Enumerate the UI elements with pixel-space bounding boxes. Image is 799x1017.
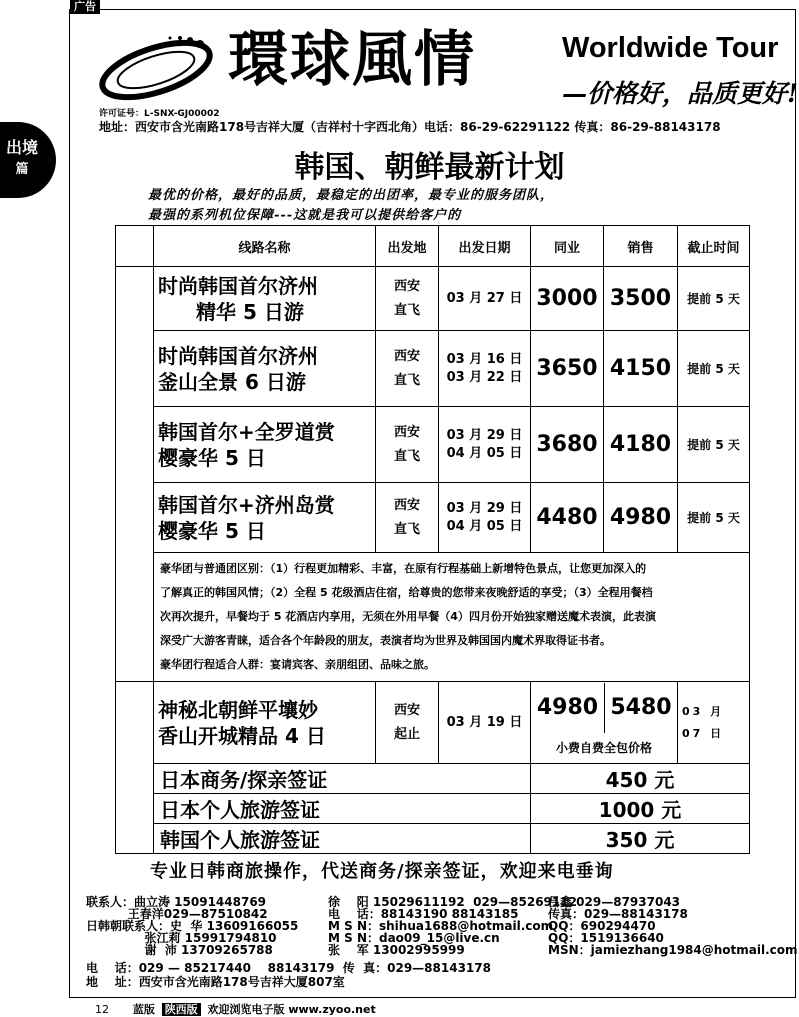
retail-price: 4180 [604,407,678,483]
column-header: 出发地 [376,226,439,267]
edition-logo: 陕西版 [162,1003,201,1016]
departure-date: 03 月 29 日 04 月 05 日 [439,483,531,553]
contact-column-1: 联系人：曲立涛 15091448769 王春洋029—87510842 日韩朝联系人：史 华 13609166055 张江莉 15991794810 谢 沛 13709265788 [86,895,299,957]
column-header: 销售 [604,226,678,267]
note-row [116,553,750,682]
route-name: 韩国首尔+全罗道赏 樱豪华 5 日 [154,407,376,483]
departure-date: 03 月 19 日 [439,682,531,764]
ad-tag: 广告 [70,0,100,14]
deadline: 提前 5 天 [678,407,750,483]
luxury-tour-note: 豪华团与普通团区别：（1）行程更加精彩、丰富，在原有行程基础上新增特色景点，让您更加深入的 了解真正的韩国风情；（2）全程 5 花级酒店住宿，给尊贵的您带来夜晚舒适的享受；（3）全程用餐档 次再次提升，早餐均于 5 花酒店内享用，无须在外用早餐（4）四月份开始独家赠送魔术表演，此表演 深受广大游客青睐，适合各个年龄段的朋友，表演者均为世界及韩国国内魔术界取得证书者。 豪华团行程适合人群：宴请宾客、亲朋组团、品味之旅。 [154,553,750,682]
deadline: 提前 5 天 [678,267,750,331]
peer-price: 4980 [531,683,605,733]
subtitle-line-1: 最优的价格，最好的品质，最稳定的出团率，最专业的服务团队， [148,188,555,203]
column-header: 截止时间 [678,226,750,267]
peer-price: 3680 [531,407,604,483]
departure-city: 西安 直飞 [376,407,439,483]
visa-price: 450 元 [531,764,750,794]
slogan: —价格好，品质更好! [562,79,798,108]
peer-price: 3650 [531,331,604,407]
departure-date: 03 月 29 日 04 月 05 日 [439,407,531,483]
visa-row [116,764,750,794]
visa-price: 1000 元 [531,794,750,824]
contact-phone: 电 话：029 — 85217440 88143179 传 真：029—88143178 [86,961,491,975]
departure-date: 03 月 16 日 03 月 22 日 [439,331,531,407]
peer-price: 3000 [531,267,604,331]
retail-price: 4980 [604,483,678,553]
deadline: 提前 5 天 [678,483,750,553]
tagline: 专业日韩商旅操作，代送商务/探亲签证，欢迎来电垂询 [150,861,614,882]
route-name: 时尚韩国首尔济州 釜山全景 6 日游 [154,331,376,407]
contact-address: 地 址：西安市含光南路178号吉祥大厦807室 [86,975,345,989]
deadline: 03 月 07 日 [678,682,750,764]
table-row [116,331,750,407]
departure-date: 03 月 27 日 [439,267,531,331]
retail-price: 3500 [604,267,678,331]
column-header: 出发日期 [439,226,531,267]
departure-city: 西安 直飞 [376,267,439,331]
section-tab-line1: 出境 [5,138,38,157]
globe-logo-icon [96,30,216,106]
table-row [116,267,750,331]
table-header-row [116,226,750,267]
peer-price: 4480 [531,483,604,553]
departure-city: 西安 直飞 [376,483,439,553]
contact-column-2: 徐 阳 15029611192 029—85269112 电 话：88143190 88143185 M S N：shihua1688@hotmail.com M S N：dao09_15@live.cn 张 军 13002995999 [328,895,577,957]
route-name: 神秘北朝鲜平壤妙 香山开城精品 4 日 [154,682,376,764]
edition-label: 蓝版 [132,1003,155,1016]
retail-price: 4150 [604,331,678,407]
price-note: 小费自费全包价格 [555,740,652,755]
contact-column-3: 吕鑫 029—87937043 传真：029—88143178 QQ：690294470 QQ：1519136640 MSN：jamiezhang1984@hotmail.com [548,895,798,957]
departure-city: 西安 起止 [376,682,439,764]
column-header: 同业 [531,226,604,267]
brand-name-cn: 環球風情 [228,25,476,95]
subtitle-line-2: 最强的系列机位保障---这就是我可以提供给客户的 [148,208,462,223]
deadline: 提前 5 天 [678,331,750,407]
visa-name: 韩国个人旅游签证 [154,824,531,854]
visa-price: 350 元 [531,824,750,854]
section-tab-line2: 篇 [15,162,29,177]
tour-price-table [115,225,750,854]
price-cell [531,682,678,764]
visa-row [116,794,750,824]
table-row [116,407,750,483]
table-row [116,483,750,553]
website-link[interactable]: 欢迎浏览电子版 www.zyoo.net [207,1003,376,1016]
route-name: 韩国首尔+济州岛赏 樱豪华 5 日 [154,483,376,553]
departure-city: 西安 直飞 [376,331,439,407]
page-number: 12 [95,1003,109,1016]
page-footer [95,1001,376,1017]
license-number: 许可证号：L-SNX-GJ00002 [99,109,220,119]
visa-name: 日本商务/探亲签证 [154,764,531,794]
column-header: 线路名称 [154,226,376,267]
company-address: 地址：西安市含光南路178号吉祥大厦（吉祥村十字西北角）电话：86-29-62291122 传真：86-29-88143178 [99,120,721,134]
retail-price: 5480 [610,694,672,720]
visa-row [116,824,750,854]
table-row [116,682,750,764]
route-name: 时尚韩国首尔济州 精华 5 日游 [154,267,376,331]
page-title: 韩国、朝鲜最新计划 [294,150,565,185]
visa-name: 日本个人旅游签证 [154,794,531,824]
brand-name-en: Worldwide Tour [562,32,779,64]
